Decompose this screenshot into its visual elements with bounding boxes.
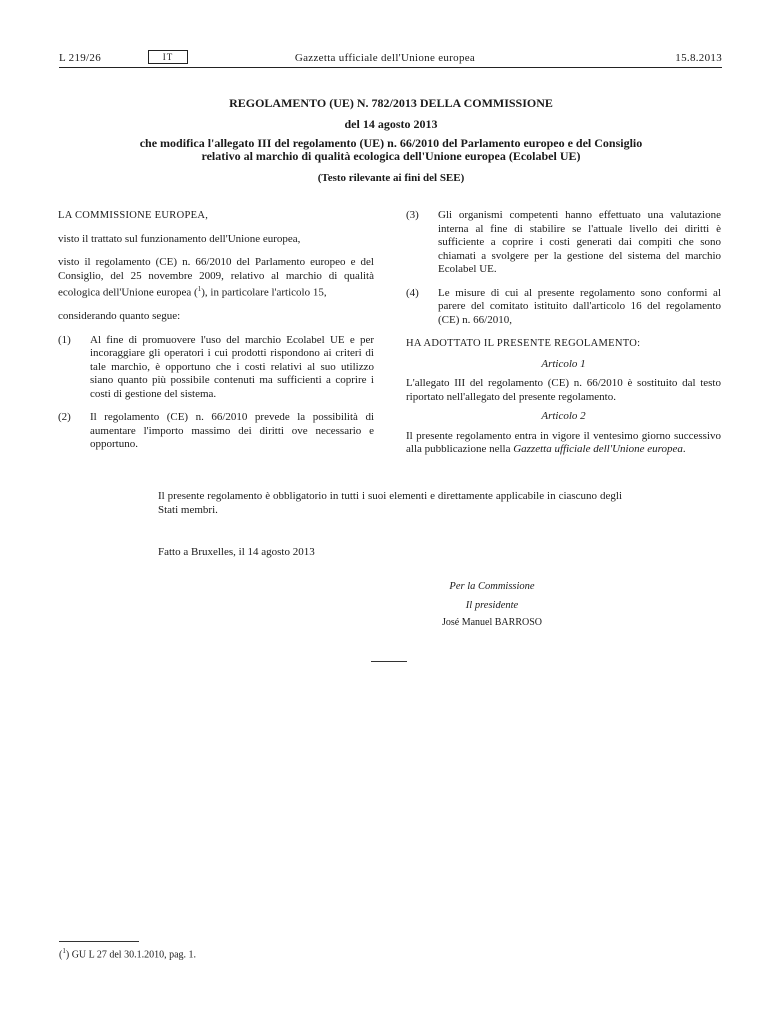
signature-name: José Manuel BARROSO	[441, 617, 542, 628]
article-1-title: Articolo 1	[541, 357, 586, 370]
recital-text: Al fine di promuovere l'uso del marchio Ecolabel UE e per incoraggiare gli operatori i cui prodotti rispondono ai criteri di tale marchio, è opportuno che i costi relativi al suo utilizzo siano quanto più possibile contenuti ma sufficienti a coprire i costi di gestione del sistema.	[90, 333, 374, 400]
regulation-subject-line2: relativo al marchio di qualità ecologica dell'Unione europea (Ecolabel UE)	[201, 149, 581, 163]
footnote-ref: 1	[197, 285, 202, 293]
article-2-text-start: Il presente regolamento entra in vigore il ventesimo giorno successivo alla pubblicazione nella	[406, 429, 721, 455]
footnote-rule	[59, 941, 139, 942]
recital-text: Il regolamento (CE) n. 66/2010 prevede la possibilità di aumentare l'importo massimo dei diritti ove necessario e opportuno.	[90, 411, 374, 451]
footnote-text: GU L 27 del 30.1.2010, pag. 1.	[69, 949, 197, 961]
recital-item	[406, 209, 721, 277]
considering-label: considerando quanto segue:	[58, 310, 181, 323]
article-2-text	[406, 430, 721, 457]
article-1-text: L'allegato III del regolamento (CE) n. 66/2010 è sostituito dal testo riportato nell'allegato del presente regolamento.	[406, 377, 721, 403]
right-column	[406, 209, 721, 457]
adopted-heading: HA ADOTTATO IL PRESENTE REGOLAMENTO:	[406, 338, 641, 349]
regulation-subject-line1: che modifica l'allegato III del regolamento (UE) n. 66/2010 del Parlamento europeo e del Consiglio	[139, 136, 643, 150]
commission-heading: LA COMMISSIONE EUROPEA,	[58, 210, 209, 221]
header-rule	[59, 67, 722, 68]
recital-number: (2)	[58, 411, 71, 424]
recital-number: (1)	[58, 333, 71, 346]
header-page-ref: L 219/26	[59, 52, 102, 64]
recital-regulation-text: visto il regolamento (CE) n. 66/2010 del Parlamento europeo e del Consiglio, del 25 novembre 2009, relativo al marchio di qualità ecologica dell'Unione europea (	[58, 256, 374, 299]
regulation-date: del 14 agosto 2013	[344, 117, 438, 131]
eea-relevance: (Testo rilevante ai fini del SEE)	[317, 172, 465, 184]
recital-regulation	[58, 256, 374, 300]
recital-number: (4)	[406, 286, 419, 299]
recital-text: Le misure di cui al presente regolamento sono conformi al parere del comitato istituito dall'articolo 16 del regolamento (CE) n. 66/2010,	[438, 286, 721, 326]
recital-treaty: visto il trattato sul funzionamento dell'Unione europea,	[58, 232, 301, 245]
header-journal-title: Gazzetta ufficiale dell'Unione europea	[294, 52, 476, 64]
recital-text: Gli organismi competenti hanno effettuato una valutazione interna al fine di stabilire se l'attuale livello dei diritti è sufficiente a coprire i costi generati dai compiti che sono chiamati a svolgere per la gestione del sistema del marchio Ecolabel UE.	[438, 209, 721, 275]
end-separator	[371, 661, 407, 662]
signature-for: Per la Commissione	[449, 581, 535, 592]
regulation-title: REGOLAMENTO (UE) N. 782/2013 DELLA COMMISSIONE	[229, 96, 553, 110]
journal-name: Gazzetta ufficiale dell'Unione europea	[513, 443, 683, 455]
place-date: Fatto a Bruxelles, il 14 agosto 2013	[158, 546, 315, 558]
header-date: 15.8.2013	[675, 52, 722, 64]
recital-item	[58, 334, 374, 402]
recital-regulation-text-end: ), in particolare l'articolo 15,	[201, 286, 327, 299]
regulation-subject	[60, 137, 722, 163]
header-language-box: IT	[148, 50, 188, 64]
left-column	[58, 209, 374, 452]
binding-clause: Il presente regolamento è obbligatorio in tutti i suoi elementi e direttamente applicabile in ciascuno degli Stati membri.	[158, 490, 622, 516]
footnote: ($^1$) GU L 27 del 30.1.2010, pag. 1.	[59, 947, 197, 961]
signature-role: Il presidente	[465, 600, 519, 611]
recital-number: (3)	[406, 209, 419, 221]
recital-item	[58, 411, 374, 452]
article-2-title: Articolo 2	[541, 410, 586, 422]
footnote-mark: 1	[62, 947, 66, 955]
recital-item	[406, 287, 721, 328]
article-2-text-end: .	[682, 443, 686, 455]
